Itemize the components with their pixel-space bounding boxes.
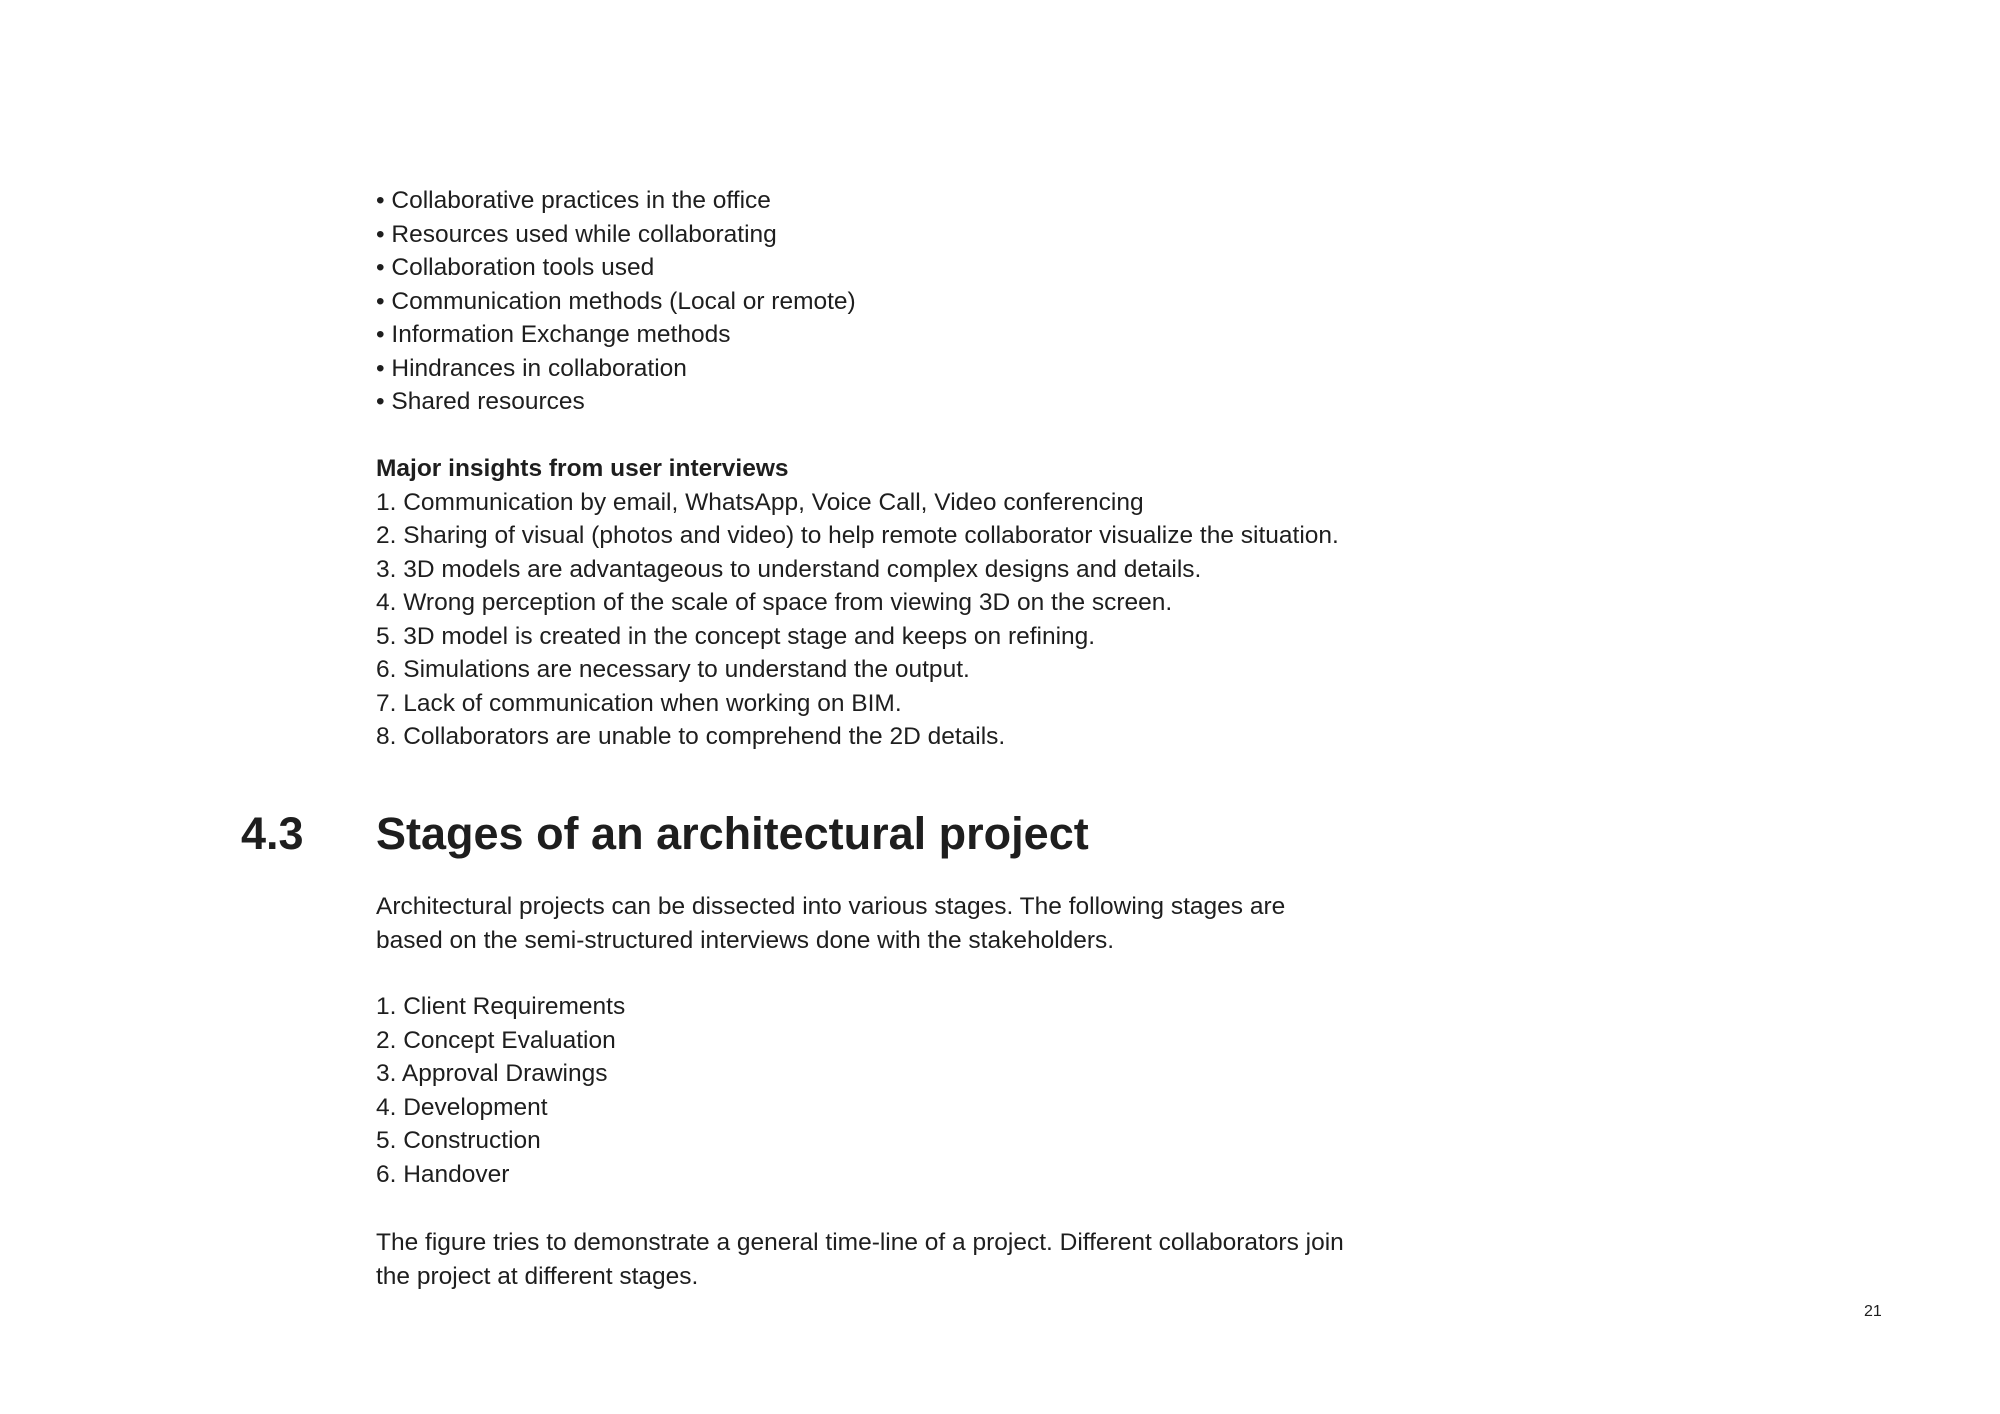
insights-heading: Major insights from user interviews <box>376 455 789 482</box>
bullet-item: • Hindrances in collaboration <box>376 354 687 382</box>
section-title: Stages of an architectural project <box>376 808 1089 859</box>
figure-note <box>376 1226 1376 1293</box>
bullet-item: • Information Exchange methods <box>376 321 731 348</box>
insight-item: 5. 3D model is created in the concept stage and keeps on refining. <box>376 622 1096 650</box>
figure-note-line: The figure tries to demonstrate a general time-line of a project. Different collaborators join <box>376 1229 1344 1256</box>
page-number: 21 <box>1864 1303 1882 1320</box>
insight-item: 4. Wrong perception of the scale of space from viewing 3D on the screen. <box>376 589 1173 616</box>
section-number: 4.3 <box>241 808 304 859</box>
stage-item: 4. Development <box>376 1093 548 1121</box>
stage-item: 6. Handover <box>376 1160 510 1188</box>
stage-item: 1. Client Requirements <box>376 993 626 1020</box>
bullet-item: • Shared resources <box>376 388 585 415</box>
insights-section <box>376 452 1376 754</box>
intro-line: based on the semi-structured interviews done with the stakeholders. <box>376 926 1115 954</box>
bullet-item: • Collaborative practices in the office <box>376 187 771 214</box>
stage-item: 2. Concept Evaluation <box>376 1026 616 1054</box>
stage-item: 3. Approval Drawings <box>376 1060 608 1087</box>
insight-item: 3. 3D models are advantageous to understand complex designs and details. <box>376 555 1202 583</box>
insight-item: 1. Communication by email, WhatsApp, Voice Call, Video conferencing <box>376 488 1144 516</box>
figure-note-line: the project at different stages. <box>376 1262 699 1290</box>
section-intro <box>376 890 1376 957</box>
bullet-item: • Resources used while collaborating <box>376 220 777 248</box>
insight-item: 6. Simulations are necessary to understand the output. <box>376 656 970 683</box>
bullet-item: • Communication methods (Local or remote) <box>376 287 856 315</box>
bullet-item: • Collaboration tools used <box>376 254 655 281</box>
intro-line: Architectural projects can be dissected into various stages. The following stages are <box>376 893 1286 920</box>
stage-item: 5. Construction <box>376 1127 541 1154</box>
bullet-list <box>376 184 1376 419</box>
insight-item: 7. Lack of communication when working on BIM. <box>376 689 902 717</box>
stages-list <box>376 990 1376 1191</box>
insight-item: 8. Collaborators are unable to comprehend the 2D details. <box>376 723 1006 750</box>
insight-item: 2. Sharing of visual (photos and video) to help remote collaborator visualize the situation. <box>376 522 1339 549</box>
